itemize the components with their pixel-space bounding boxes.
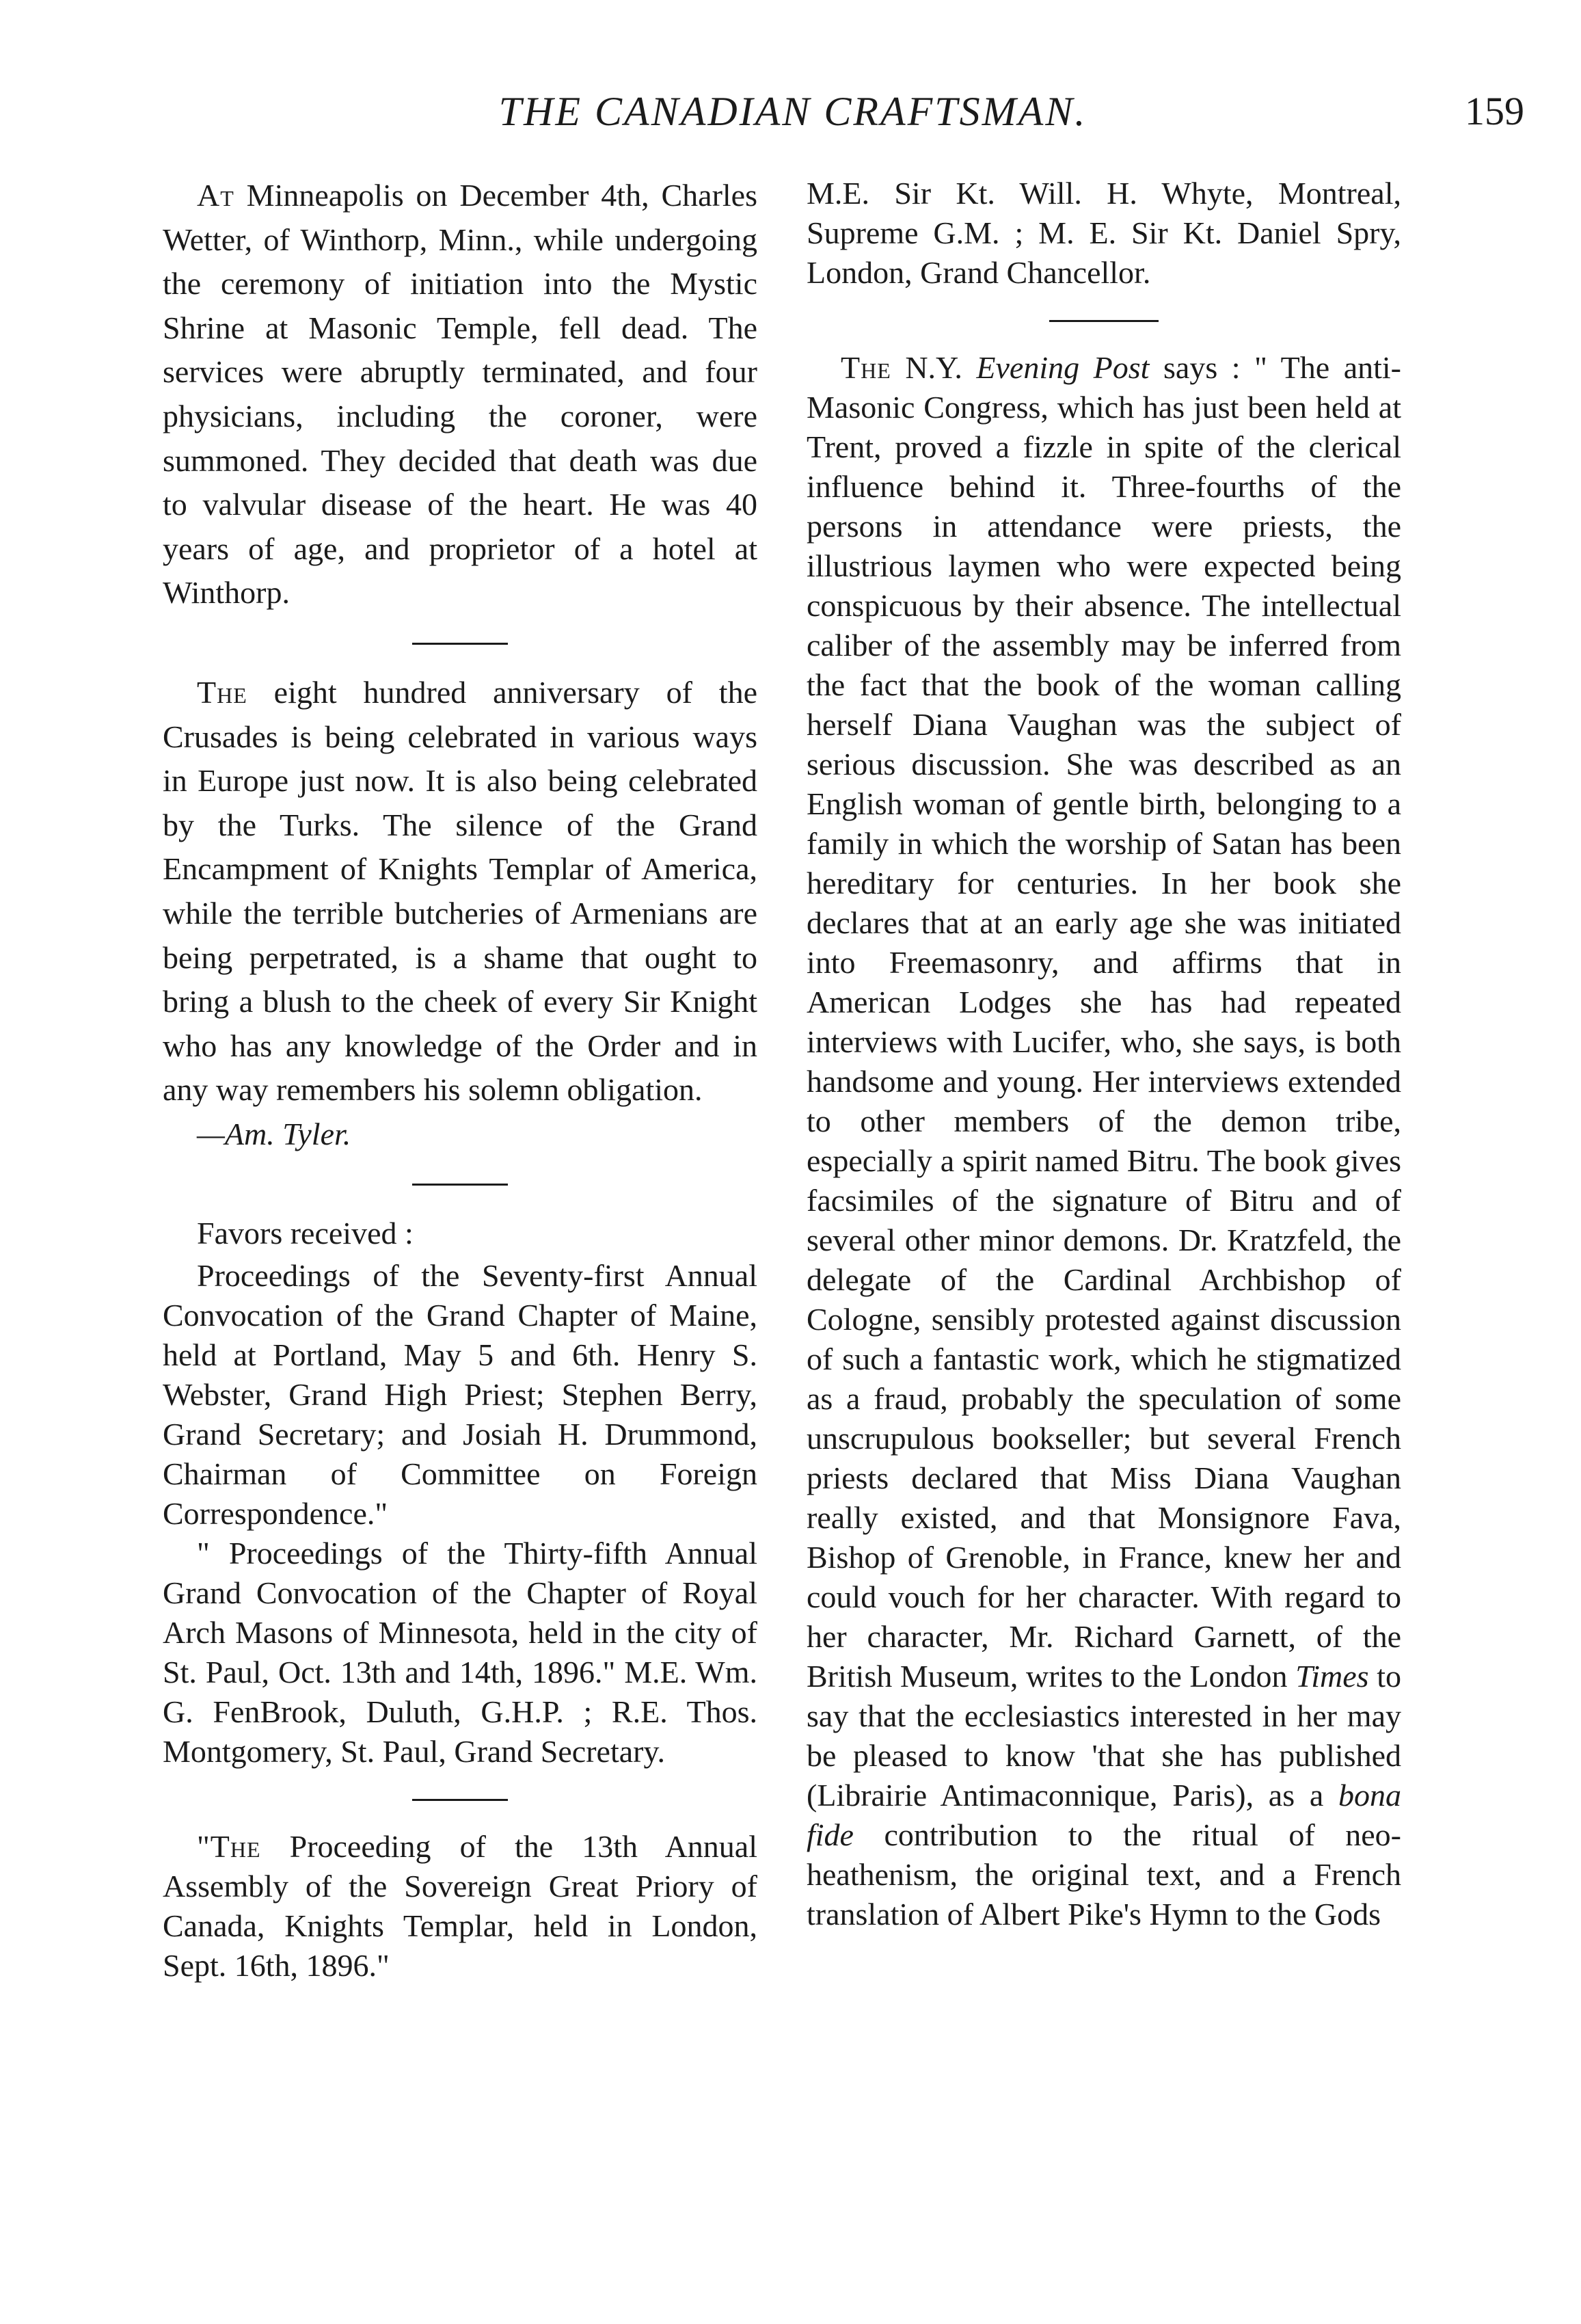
favors-heading: Favors received : [197,1216,414,1251]
newspaper-title: Times [1295,1659,1369,1694]
section-divider [412,1184,508,1186]
article-crusades [163,671,757,1112]
article-anti-masonic-congress [807,348,1401,1934]
section-divider [412,643,508,645]
drop-lead-word: The [841,350,891,385]
article-text: eight hundred anniversary of the Crusades is being celebrated in various ways in Europe just now. It is also being celebrated by the Turks. The silence of the Grand Encampment of Knights Templar of America, while the terrible butcheries of Armenians are being perpetrated, is a shame that ought to bring a blush to the cheek of every Sir Knight who has any knowledge of the Order and in any way remembers his solemn obligation. [163,674,757,1108]
left-column [163,171,757,1986]
newspaper-title: Evening Post [976,350,1150,385]
article-text: Minneapolis on December 4th, Charles Wetter, of Winthorp, Minn., while undergoing the ceremony of initiation into the Mystic Shrine at Masonic Temple, fell dead. The services were abruptly terminated, and four physicians, including the coroner, were summoned. They decided that death was due to valvular disease of the heart. He was 40 years of age, and proprietor of a hotel at Winthorp. [163,178,757,611]
article-text: Proceeding of the 13th Annual Assembly of the Sovereign Great Priory of Canada, Knights Templar, held in London, Sept. 16th, 1896." [163,1829,757,1984]
right-column [807,171,1401,1934]
drop-lead-word: At [197,178,234,213]
favors-item-maine: Proceedings of the Seventy-first Annual Convocation of the Grand Chapter of Maine, held at Portland, May 5 and 6th. Henry S. Webster, Grand High Priest; Stephen Berry, Grand Secretary; and Josiah H. Drummond, Chairman of Committee on Foreign Correspondence." [163,1258,757,1532]
article-text: N.Y. [891,350,977,385]
article-source: —Am. Tyler. [197,1116,351,1151]
favors-item-minnesota: " Proceedings of the Thirty-fifth Annual Grand Convocation of the Chapter of Royal Arch Masons of Minnesota, held in the city of St. Paul, Oct. 13th and 14th, 1896." M.E. Wm. G. FenBrook, Duluth, G.H.P. ; R.E. Thos. Montgomery, St. Paul, Grand Secretary. [163,1536,757,1769]
article-text: to say that the ecclesiastics interested in her may be pleased to know 'that she has published (Librairie Antimaconnique, Paris), as a [807,1659,1401,1813]
drop-lead-word: "The [197,1829,261,1865]
running-title: THE CANADIAN CRAFTSMAN. [498,89,1087,134]
drop-lead-word: The [197,674,247,710]
article-text: says : " The anti-Masonic Congress, which has just been held at Trent, proved a fizzle in spite of the clerical influence behind it. Three-fourths of the persons in attendance were priests, the illustrious laymen who were expected being conspicuous by their absence. The intellectual caliber of the assembly may be inferred from the fact that the book of the woman calling herself Diana Vaughan was the subject of serious discussion. She was described as an English woman of gentle birth, belonging to a family in which the worship of Satan has been hereditary for centuries. In her book she declares that at an early age she was initiated into Freemasonry, and affirms that in American Lodges she has had repeated interviews with Lucifer, who, she says, is both handsome and young. Her interviews extended to other members of the demon tribe, especially a spirit named Bitru. The book gives facsimiles of the signature of Bitru and of several other minor demons. Dr. Kratzfeld, the delegate of the Cardinal Archbishop of Cologne, sensibly protested against discussion of such a fantastic work, which he stigmatized as a fraud, probably the speculation of some unscrupulous bookseller; but several French priests declared that Miss Diana Vaughan really existed, and that Monsignore Fava, Bishop of Grenoble, in France, knew her and could vouch for her character. With regard to her character, Mr. Richard Garnett, of the British Museum, writes to the London [807,350,1401,1694]
continuation-text: M.E. Sir Kt. Will. H. Whyte, Montreal, Supreme G.M. ; M. E. Sir Kt. Daniel Spry, London, Grand Chancellor. [807,176,1401,290]
article-great-priory [163,1827,757,1986]
section-divider [412,1799,508,1801]
latin-phrase: bona fide [807,1778,1401,1852]
page-number: 159 [1465,89,1524,133]
page-header [0,81,1581,142]
article-text: contribution to the ritual of neo-heathenism, the original text, and a French translation of Albert Pike's Hymn to the Gods [807,1817,1401,1932]
article-minneapolis [163,174,757,615]
section-divider [1049,320,1159,322]
